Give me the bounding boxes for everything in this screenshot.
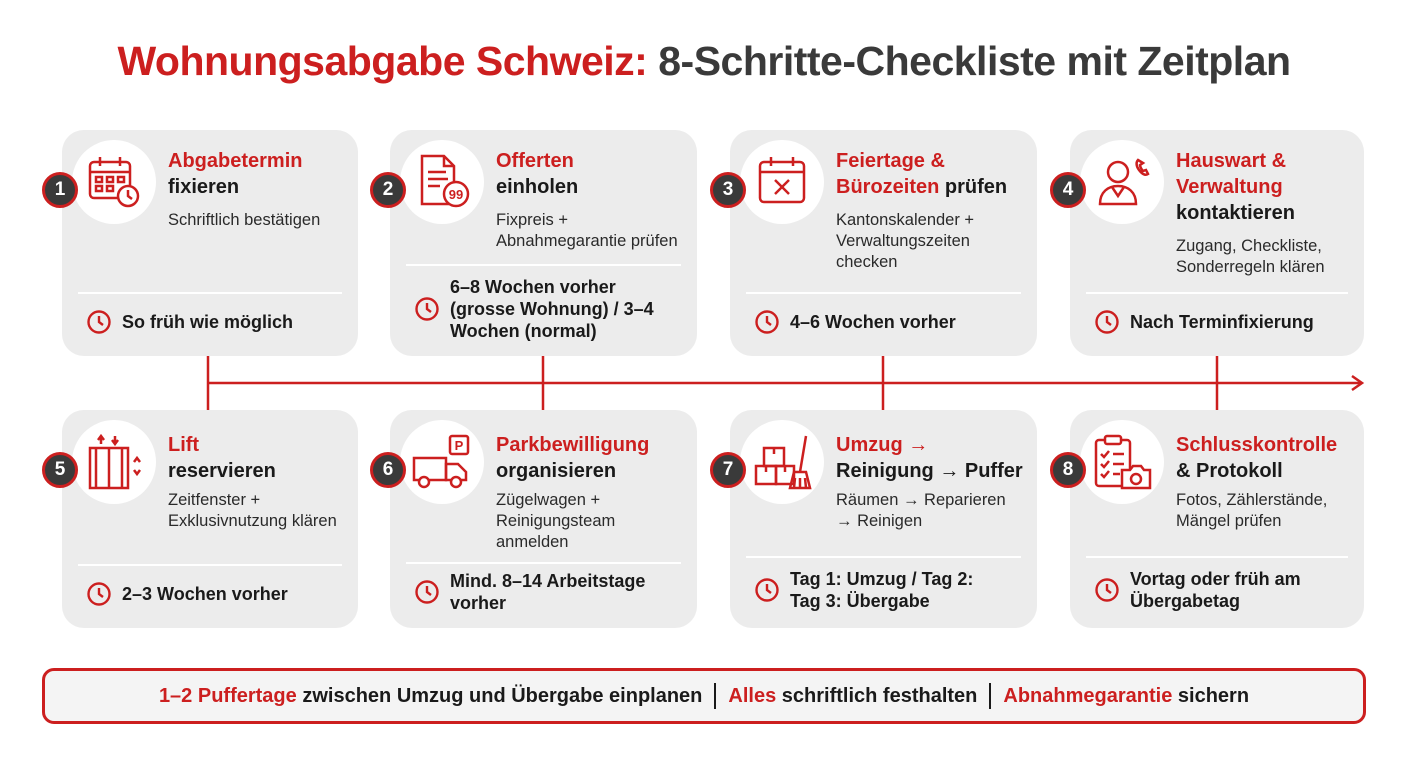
step-timing [414, 570, 687, 614]
step-number-badge: 3 [710, 172, 746, 208]
footer-text-2: schriftlich festhalten [781, 684, 978, 707]
footer-separator [714, 683, 716, 709]
step-description: Zeitfenster + Exklusivnutzung klären [168, 491, 337, 530]
footer-text-3: sichern [1177, 684, 1250, 707]
elevator-icon [72, 420, 156, 504]
step-timing [414, 276, 687, 342]
card-divider [78, 292, 342, 294]
step-timing-text: 2–3 Wochen vorher [122, 584, 288, 604]
step-title [1176, 432, 1358, 484]
step-description: Räumen → Reparieren → Reinigen [836, 491, 1006, 530]
step-timing-text: 6–8 Wochen vorher (grosse Wohnung) / 3–4 Wochen (normal) [450, 277, 654, 341]
step-title-rest: organisieren [496, 460, 617, 482]
calendar-clock-icon [72, 140, 156, 224]
footer-text-1: zwischen Umzug und Übergabe einplanen [302, 684, 703, 707]
step-description: Zugang, Checkliste, Sonderregeln klären [1176, 237, 1325, 276]
step-title-rest: prüfen [944, 176, 1008, 198]
step-description: Fixpreis + Abnahmegarantie prüfen [496, 211, 678, 250]
title-highlight: Wohnungsabgabe Schweiz: [117, 38, 648, 84]
step-title-highlight: Abgabetermin [168, 150, 303, 172]
card-divider [406, 264, 681, 266]
footer-highlight-1: 1–2 Puffertage [158, 684, 297, 707]
card-divider [1086, 556, 1348, 558]
step-title-highlight: Offerten [496, 150, 574, 172]
step-title-rest: Reinigung → Puffer [836, 460, 1023, 482]
step-title [496, 432, 691, 484]
clock-icon [754, 309, 780, 335]
card-divider [406, 562, 681, 564]
footer-highlight-2: Alles [728, 684, 777, 707]
title-main: 8-Schritte-Checkliste mit Zeitplan [658, 38, 1291, 84]
card-divider [78, 564, 342, 566]
step-card-5 [54, 410, 358, 628]
step-card-7 [722, 410, 1037, 628]
clock-icon [1094, 309, 1120, 335]
step-card-8 [1062, 410, 1364, 628]
card-divider [746, 556, 1021, 558]
step-number-badge: 5 [42, 452, 78, 488]
footer-separator [989, 683, 991, 709]
step-timing-text: So früh wie möglich [122, 312, 294, 332]
step-title-highlight: Schlusskontrolle [1176, 434, 1338, 456]
step-timing-text: Vortag oder früh am Übergabetag [1130, 569, 1301, 611]
step-timing-text: Tag 1: Umzug / Tag 2: Tag 3: Übergabe [790, 569, 974, 611]
card-divider [1086, 292, 1348, 294]
svg-text:P: P [454, 438, 464, 453]
step-timing [86, 309, 348, 335]
calendar-x-icon [740, 140, 824, 224]
step-timing [1094, 309, 1354, 335]
document-quote-icon [400, 140, 484, 224]
step-number-badge: 6 [370, 452, 406, 488]
step-description: Zügelwagen + Reinigungsteam anmelden [496, 491, 616, 551]
step-timing-text: Mind. 8–14 Arbeitstage vorher [450, 571, 646, 613]
step-number-badge: 4 [1050, 172, 1086, 208]
step-description: Fotos, Zählerstände, Mängel prüfen [1176, 491, 1328, 530]
clipboard-camera-icon [1080, 420, 1164, 504]
step-title-rest: reservieren [168, 460, 276, 482]
step-title [168, 148, 352, 200]
step-card-6 [382, 410, 697, 628]
step-number-badge: 2 [370, 172, 406, 208]
footer-banner [42, 668, 1366, 724]
step-timing-text: Nach Terminfixierung [1130, 312, 1314, 332]
step-title [836, 432, 1031, 484]
step-title-highlight: Lift [168, 434, 200, 456]
step-title-rest: fixieren [168, 176, 240, 198]
step-number-badge: 1 [42, 172, 78, 208]
step-description: Schriftlich bestätigen [168, 211, 321, 229]
clock-icon [86, 309, 112, 335]
step-title-highlight: Parkbewilligung [496, 434, 650, 456]
step-card-4 [1062, 130, 1364, 356]
clock-icon [1094, 577, 1120, 603]
clock-icon [414, 296, 440, 322]
person-phone-icon [1080, 140, 1164, 224]
step-timing-text: 4–6 Wochen vorher [790, 312, 956, 332]
svg-text:99: 99 [448, 187, 464, 202]
step-card-3 [722, 130, 1037, 356]
footer-highlight-3: Abnahmegarantie [1003, 684, 1173, 707]
clock-icon [86, 581, 112, 607]
step-timing [86, 581, 348, 607]
step-title-highlight: Feiertage & Bürozeiten [836, 150, 945, 198]
step-timing [754, 309, 1027, 335]
step-title-rest: & Protokoll [1176, 460, 1283, 482]
step-title [1176, 148, 1316, 226]
clock-icon [754, 577, 780, 603]
card-divider [746, 292, 1021, 294]
step-title-highlight: Umzug → [836, 434, 929, 456]
step-timing [754, 568, 1027, 612]
step-title [168, 432, 352, 484]
step-title-rest: kontaktieren [1176, 202, 1295, 224]
clock-icon [414, 579, 440, 605]
boxes-broom-icon [740, 420, 824, 504]
step-title-highlight: Hauswart & Verwaltung [1176, 150, 1287, 198]
step-title [496, 148, 691, 200]
step-title [836, 148, 1021, 200]
truck-parking-icon [400, 420, 484, 504]
step-number-badge: 8 [1050, 452, 1086, 488]
step-number-badge: 7 [710, 452, 746, 488]
step-timing [1094, 568, 1354, 612]
step-description: Kantonskalender + Verwaltungszeiten checken [836, 211, 975, 271]
step-title-rest: einholen [496, 176, 579, 198]
step-card-2 [382, 130, 697, 356]
step-card-1 [54, 130, 358, 356]
